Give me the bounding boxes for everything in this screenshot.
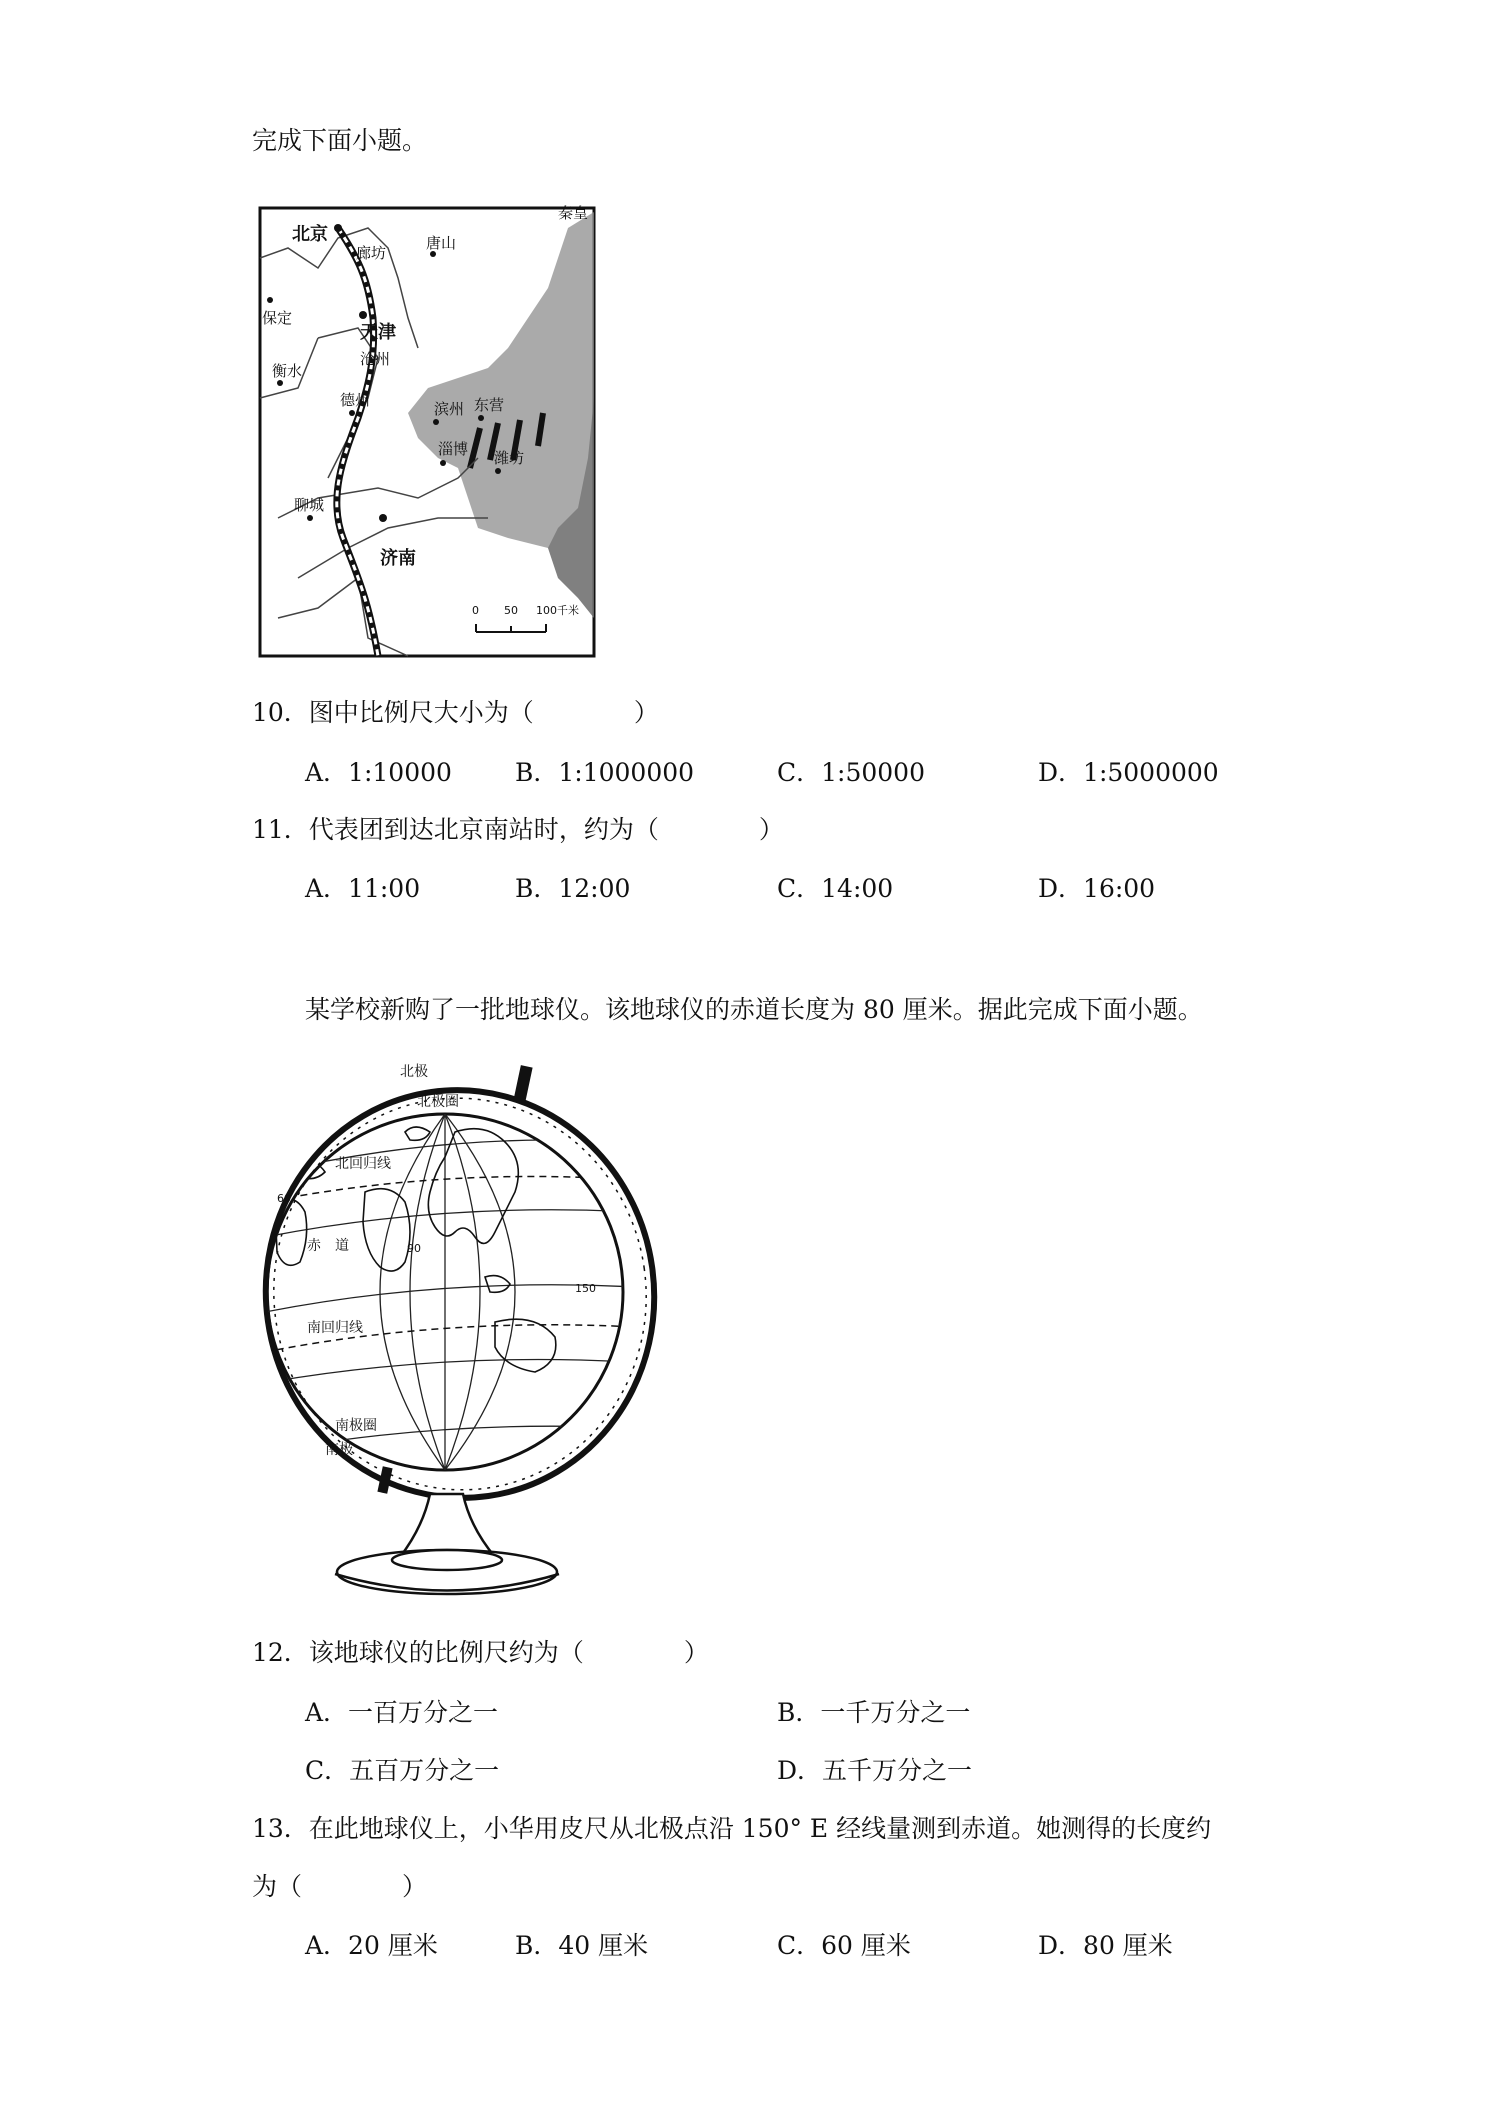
label-jinan: 济南 — [380, 548, 416, 569]
q12-option-c[interactable]: C．五百万分之一 — [305, 1756, 500, 1785]
label-weifang: 潍坊 — [494, 449, 525, 467]
label-qinhuangdao: 秦皇 — [558, 204, 589, 222]
globe-label-antarctic-circle: 南极圈 — [335, 1418, 377, 1434]
label-tangshan: 唐山 — [426, 234, 457, 252]
label-langfang: 廊坊 — [356, 244, 387, 262]
q13-option-a[interactable]: A．20 厘米 — [305, 1931, 438, 1960]
globe-label-lon-90: 90 — [407, 1242, 421, 1255]
q13-option-b[interactable]: B．40 厘米 — [515, 1931, 649, 1960]
globe-label-lon-150: 150 — [575, 1282, 596, 1295]
globe-label-south-pole: 南极 — [325, 1442, 353, 1458]
scale-mid: 50 — [504, 604, 518, 617]
scale-zero: 0 — [472, 604, 479, 617]
q12-option-d[interactable]: D．五千万分之一 — [777, 1756, 973, 1785]
intro-text-1: 完成下面小题。 — [252, 126, 428, 155]
q11-stem: 11．代表团到达北京南站时，约为（ ） — [252, 815, 784, 844]
globe-label-arctic-circle: 北极圈 — [417, 1094, 459, 1110]
label-hengshui: 衡水 — [272, 362, 303, 380]
q10-stem: 10．图中比例尺大小为（ ） — [252, 698, 659, 727]
q10-option-a[interactable]: A．1:10000 — [305, 758, 452, 787]
globe-label-tropic-cancer: 北回归线 — [335, 1156, 391, 1172]
q13-option-d[interactable]: D．80 厘米 — [1038, 1931, 1173, 1960]
globe-figure — [255, 1062, 675, 1602]
q11-option-b[interactable]: B．12:00 — [515, 874, 631, 903]
label-dongying: 东营 — [474, 396, 505, 414]
q11-option-c[interactable]: C．14:00 — [777, 874, 894, 903]
q11-option-a[interactable]: A．11:00 — [305, 874, 421, 903]
label-baoding: 保定 — [262, 309, 293, 327]
intro-text-2: 某学校新购了一批地球仪。该地球仪的赤道长度为 80 厘米。据此完成下面小题。 — [305, 995, 1203, 1024]
label-tianjin: 天津 — [360, 322, 396, 343]
label-cangzhou: 沧州 — [360, 350, 391, 368]
q12-option-a[interactable]: A．一百万分之一 — [305, 1698, 499, 1727]
q10-option-c[interactable]: C．1:50000 — [777, 758, 925, 787]
label-binzhou: 滨州 — [434, 400, 465, 418]
q10-option-b[interactable]: B．1:1000000 — [515, 758, 695, 787]
q11-option-d[interactable]: D．16:00 — [1038, 874, 1156, 903]
globe-label-equator: 赤 道 — [307, 1238, 349, 1254]
globe-label-north-pole: 北极 — [400, 1064, 428, 1080]
globe-stand — [335, 1494, 559, 1594]
scale-end: 100千米 — [536, 604, 579, 617]
label-zibo: 淄博 — [438, 440, 469, 458]
globe-label-tropic-capricorn: 南回归线 — [307, 1320, 363, 1336]
north-pin — [513, 1065, 532, 1103]
q13-stem-line1: 13．在此地球仪上，小华用皮尺从北极点沿 150° E 经线量测到赤道。她测得的长度约 — [252, 1814, 1212, 1843]
map-figure — [258, 198, 598, 668]
label-dezhou: 德州 — [340, 391, 371, 409]
label-liaocheng: 聊城 — [294, 496, 325, 514]
q10-option-d[interactable]: D．1:5000000 — [1038, 758, 1219, 787]
label-beijing: 北京 — [292, 224, 328, 245]
q13-stem-line2: 为（ ） — [252, 1872, 428, 1901]
q12-option-b[interactable]: B．一千万分之一 — [777, 1698, 971, 1727]
globe-label-lat-60: 60 — [277, 1192, 291, 1205]
q12-stem: 12．该地球仪的比例尺约为（ ） — [252, 1638, 709, 1667]
q13-option-c[interactable]: C．60 厘米 — [777, 1931, 911, 1960]
